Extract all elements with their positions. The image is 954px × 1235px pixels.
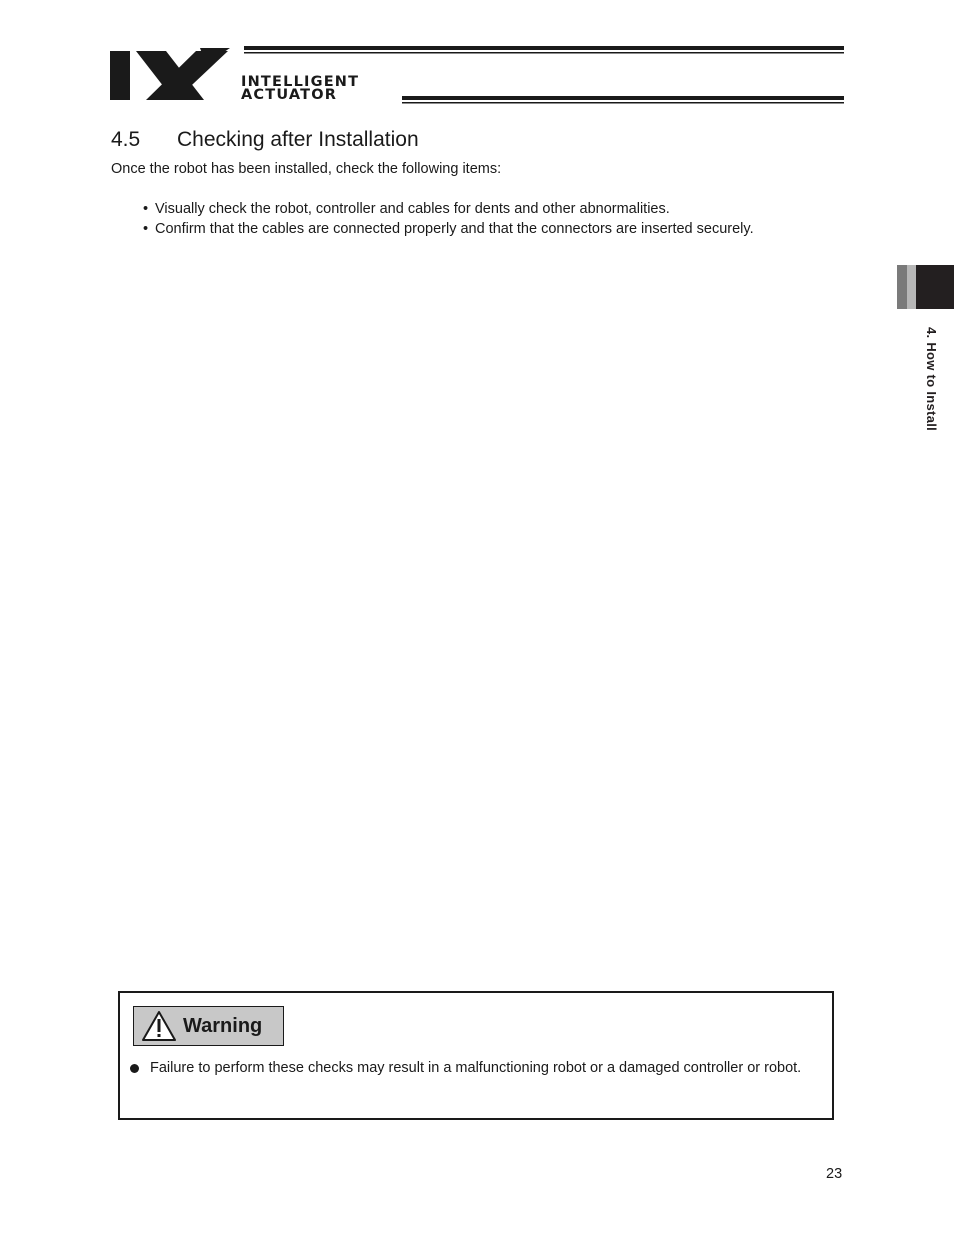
logo-word-actuator: ACTUATOR	[241, 87, 338, 103]
check-list	[143, 199, 754, 239]
warning-triangle-icon	[141, 1010, 177, 1042]
company-logo	[110, 46, 844, 104]
list-item: • Visually check the robot, controller and cables for dents and other abnormalities.	[143, 201, 670, 217]
warning-text: Failure to perform these checks may result in a malfunctioning robot or a damaged controller or robot.	[150, 1060, 802, 1076]
bullet-icon	[130, 1064, 139, 1073]
section-title: Checking after Installation	[177, 128, 419, 151]
ix-logo-mark	[110, 46, 844, 104]
logo-word-intelligent: INTELLIGENT	[241, 74, 360, 90]
warning-box	[118, 991, 834, 1120]
page-number: 23	[826, 1166, 843, 1182]
intro-text: Once the robot has been installed, check the following items:	[111, 161, 502, 177]
chapter-tab-label: 4. How to Install	[924, 327, 939, 432]
chapter-tab-marker	[897, 265, 954, 309]
bullet-icon: •	[143, 201, 149, 217]
section-heading	[111, 128, 419, 152]
bullet-icon: •	[143, 221, 149, 237]
warning-title: Warning	[183, 1015, 263, 1037]
section-number: 4.5	[111, 128, 141, 151]
list-item: • Confirm that the cables are connected properly and that the connectors are inserted securely.	[143, 221, 754, 237]
warning-header	[133, 1006, 284, 1046]
